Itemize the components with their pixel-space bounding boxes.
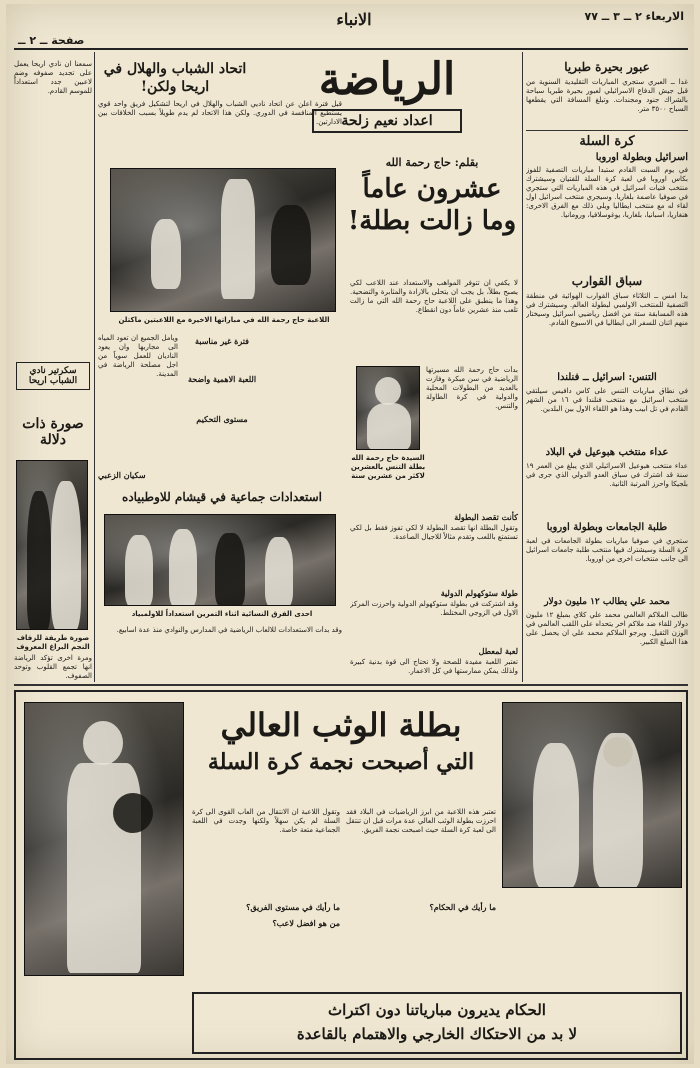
article-text: بدأت حاج رحمة الله مسيرتها الرياضية في سن مبكرة وفازت بالعديد من البطولات المحلية والدولية في كرة الطاولة والتنس. bbox=[426, 366, 518, 410]
subheading: كأنت تقصد البطولة bbox=[454, 512, 518, 522]
subheading: طولة ستوكهولم الدولية bbox=[440, 588, 518, 598]
page-number: صفحة ــ ٢ ــ bbox=[18, 34, 85, 47]
brief-text: في نطاق مباريات التنس على كأس دافيس سيلتقي منتخب اسرائيل مع منتخب فنلندا في ١٦ من الشهر القادم في تل ابيب وهذا هو اللقاء الاول بين البلدين. bbox=[526, 387, 688, 413]
article-text: ومرة اخرى تؤكد الرياضة انها تجمع القلوب وتوحد الصفوف. bbox=[14, 654, 92, 680]
bottom-subheadline: التي أصبحت نجمة كرة السلة bbox=[207, 749, 475, 775]
story-headline: اتحاد الشباب والهلال في اريحا ولكن! bbox=[103, 61, 247, 95]
article-text: لا يكفي ان تتوفر المواهب والاستعداد عند اللاعب لكي يصبح بطلاً، بل يجب ان يتحلى بالارادة والمثابرة والتضحية. وهذا ما ينطبق على اللاعبة حاج رحمة الله التي ما زالت تلعب منذ عشرين عاماً دون انقطاع. bbox=[350, 279, 518, 314]
section-title: الرياضة bbox=[318, 54, 456, 105]
photo-title: استعدادات جماعية في قيشام للاوطبياده bbox=[122, 490, 322, 504]
photo-caption: صورة طريفة للزفاف النجم البراغ المعروف bbox=[16, 634, 90, 651]
quote-line: الحكام يديرون مبارياتنا دون اكتراث bbox=[328, 1001, 546, 1019]
brief-headline: محمد علي يطالب ١٢ مليون دولار bbox=[544, 597, 670, 607]
interview-question: ما رأيك في مستوى الفريق؟ bbox=[246, 902, 340, 912]
tennis-match-photo bbox=[110, 168, 336, 312]
photo-title: صورة ذات دلالة bbox=[22, 416, 84, 448]
interview-question: من هو افضل لاعب؟ bbox=[272, 918, 340, 928]
article-text: تعتبر اللعبة مفيدة للصحة ولا تحتاج الى قوة بدنية كبيرة ولذلك يمكن ممارستها في كل الاعمار. bbox=[350, 658, 518, 675]
article-text: تعتبر هذه اللاعبة من ابرز الرياضيات في البلاد فقد احرزت بطولة الوثب العالي عدة مرات قبل ان تنتقل الى لعبة كرة السلة حيث اصبحت نجمة الفريق. bbox=[346, 808, 496, 834]
brief-text: طالب الملاكم العالمي محمد علي كلاي بمبلغ ١٢ مليون دولار للقاء ضد ملاكم اخر يتحداه على اللقب العالمي في الوزن الثقيل. ويرجو الملاكم محمد علي ان يحصل على هذا المبلغ الكبير. bbox=[526, 611, 688, 646]
basketball-action-photo bbox=[502, 702, 682, 888]
quote-box bbox=[192, 992, 682, 1054]
brief-text: في يوم السبت القادم ستبدأ مباريات التصفية للفوز بكاس اوروبا في لعبة كرة السلة للفتيان وسيشترك منتخب فتيات اسرائيل في هذه المباريات التي ستجري في صوفيا عاصمة بلغاريا. وسيجري منتخب اسرائيل اول لقاء له مع منتخب ايطاليا ويلي ذلك مع الفرق الاخرى: هنغاريا، اسبانيا، بلغاريا، يوغوسلافيا، ورومانيا. bbox=[526, 166, 688, 219]
brief-headline: سباق القوارب bbox=[571, 274, 643, 288]
issue-date: الاربعاء ٢ ــ ٣ ــ ٧٧ bbox=[584, 10, 684, 23]
article-text: وقد اشتركت في بطولة ستوكهولم الدولية واحرزت المركز الاول في الزوجي المختلط. bbox=[350, 600, 518, 617]
article-text: وتقول اللاعبة ان الانتقال من العاب القوى الى كرة السلة لم يكن سهلاً ولكنها وجدت في اللعبة الجماعية متعة خاصة. bbox=[192, 808, 340, 834]
athlete-portrait-photo bbox=[24, 702, 184, 976]
interview-question: ما رأيك في الحكام؟ bbox=[429, 902, 496, 912]
brief-headline: طلبة الجامعات وبطولة اوروبا bbox=[546, 522, 668, 533]
article-text: وقد بدأت الاستعدادات للالعاب الرياضية في المدارس والنوادي منذ عدة اسابيع. bbox=[116, 626, 342, 634]
article-text: قبل فترة اعلن عن اتحاد ناديي الشباب والهلال في اريحا لتشكيل فريق واحد قوي يستطيع المنافسة في الدوري. ولكن هذا الاتحاد لم يدم طويلاً بسبب الخلافات بين الادارتين. bbox=[98, 100, 342, 126]
boxed-note bbox=[16, 362, 90, 390]
subheading: فترة غير مناسبة bbox=[195, 336, 249, 346]
brief-text: ستجري في صوفيا مباريات بطولة الجامعات في لعبة كرة السلة وسيشترك فيها منتخب طلبة جامعات اسرائيل الى جانب منتخبات اخرى من اوروبا. bbox=[526, 537, 688, 563]
newspaper-page bbox=[6, 4, 694, 1064]
brief-text: عداء منتخب هبوعيل الاسرائيلي الذي يبلغ من العمر ١٩ سنة قد اشترك في سباق العدو الدولي الذي جرى في بلجيكا واحرز المرتبة الثانية. bbox=[526, 462, 688, 488]
brief-text: بدأ امس ــ الثلاثاء سباق القوارب الهوائية في منطقة التصفية للمنتخب الاولمبي لبطولة العالم. وسيشترك في هذه المسابقة ستة من افضل رياضيي اسرائيل وسيختار منهم اثنان للسفر الى ايطاليا في الاسبوع القادم. bbox=[526, 292, 688, 327]
column-rule bbox=[94, 52, 95, 682]
article-text: سمعنا ان نادي اريحا يعمل على تجديد صفوفه وضم لاعبين جدد استعداداً للموسم القادم. bbox=[14, 60, 92, 95]
page-header bbox=[14, 8, 688, 50]
quote-line: لا بد من الاحتكاك الخارجي والاهتمام بالقاعدة bbox=[296, 1025, 578, 1043]
section-rule bbox=[14, 684, 688, 686]
team-practice-photo bbox=[104, 514, 336, 606]
brief-headline: التنس: اسرائيل ــ فنلندا bbox=[557, 372, 657, 383]
brief-text: غدا ــ العبري ستجري المباريات التقليدية السنوية من قبل جيش الدفاع الاسرائيلي لعبور بحيرة طبريا سباحة بالشراك جنود ومجندات. وتبلغ المسافة التي يقطعها السباح ٣٥٠٠ متر. bbox=[526, 78, 688, 113]
photo-caption: اللاعبة حاج رحمة الله في مباراتها الاخيرة مع اللاعبتين ماكتلن bbox=[118, 316, 330, 324]
subheading: اللعبة الاهمية واضحة bbox=[187, 374, 257, 384]
brief-headline: اسرائيل وبطولة اوروبا bbox=[595, 152, 688, 163]
column-rule bbox=[522, 52, 523, 682]
feature-headline: عشرون عاماً وما زالت بطلة! bbox=[347, 174, 517, 236]
news-briefs-column bbox=[526, 54, 688, 682]
wedding-photo bbox=[16, 460, 88, 630]
article-text: وتقول البطلة انها تقصد البطولة لا لكي تفوز فقط بل لكي تستمتع باللعب وتقدم مثالاً للاجيال الصاعدة. bbox=[350, 524, 518, 541]
photo-caption: احدى الفرق النسائية اثناء التمرين استعداداً للاولمبياد bbox=[131, 610, 313, 618]
byline: بقلم: حاج رحمة الله bbox=[385, 156, 479, 169]
editor-credit: اعداد نعيم زلحة bbox=[312, 109, 462, 133]
author-signature: سكيان الزعبي bbox=[98, 470, 146, 480]
brief-headline: عداء منتخب هبوعيل في البلاد bbox=[545, 447, 669, 458]
player-portrait-photo bbox=[356, 366, 420, 450]
newspaper-name: الانباء bbox=[336, 10, 372, 29]
feature-header bbox=[346, 156, 518, 276]
boxed-note-text: سكرتير نادي الشباب اريحا bbox=[28, 366, 78, 386]
brief-headline: عبور بحيرة طبريا bbox=[564, 60, 650, 74]
section-heading: كرة السلة bbox=[526, 130, 688, 149]
article-text: ويأمل الجميع ان تعود المياه الى مجاريها وان يعود الناديان للعمل سوياً من اجل مصلحة الرياضة في المدينة. bbox=[98, 334, 178, 378]
bottom-feature bbox=[14, 690, 688, 1060]
subheading: لعبة لمعطل bbox=[478, 646, 518, 656]
photo-caption: السيدة حاج رحمة الله بطلة التنس بالعشرين لاكثر من عشرين سنة bbox=[350, 454, 426, 480]
bottom-headline: بطلة الوثب العالي bbox=[220, 706, 462, 744]
subheading: مستوى التحكيم bbox=[196, 414, 248, 424]
